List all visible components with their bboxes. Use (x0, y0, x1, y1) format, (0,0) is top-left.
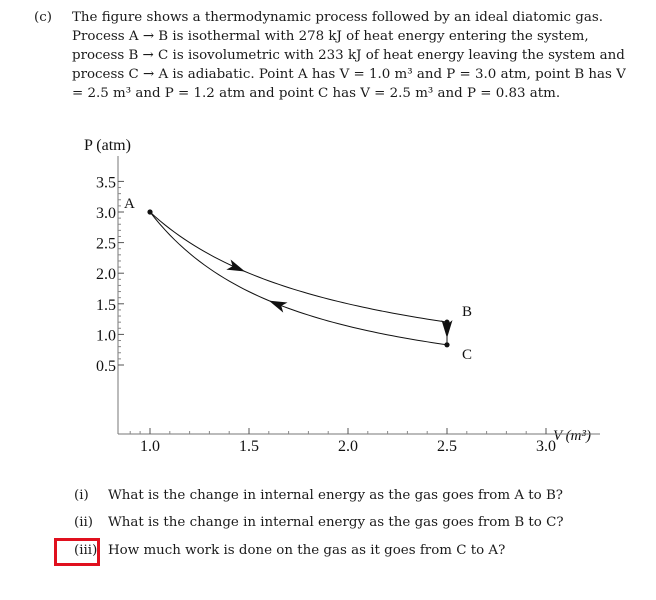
point-a (147, 209, 152, 214)
point-label-b: B (462, 304, 473, 321)
question-1-text: What is the change in internal energy as the gas goes from A to B? (108, 488, 563, 503)
question-3 (74, 541, 505, 560)
y-axis-label: P (atm) (84, 137, 131, 154)
x-tick-label: 1.5 (239, 438, 259, 455)
isothermal-curve-a-b (150, 212, 447, 322)
question-3-number: (iii) (74, 543, 98, 558)
point-label-a: A (124, 196, 135, 212)
point-b (444, 320, 449, 325)
x-axis-label: V (m³) (553, 428, 591, 444)
problem-label: (c) (34, 10, 52, 25)
question-2-text: What is the change in internal energy as the gas goes from B to C? (108, 515, 564, 530)
adiabatic-curve-c-a (150, 212, 447, 345)
question-3-highlight-box (54, 538, 100, 566)
x-tick-label: 1.0 (140, 438, 160, 455)
x-tick-label: 3.0 (536, 438, 556, 455)
question-2 (74, 513, 564, 532)
y-tick-label: 3.5 (96, 174, 116, 192)
x-tick-label: 2.0 (338, 438, 358, 455)
question-2-number: (ii) (74, 515, 94, 530)
question-1-number: (i) (74, 488, 89, 503)
y-tick-label: 1.5 (96, 296, 116, 314)
point-label-c: C (462, 346, 473, 363)
question-3-text: How much work is done on the gas as it goes from C to A? (108, 543, 506, 558)
y-tick-label: 2.0 (96, 266, 116, 284)
problem-text: The figure shows a thermodynamic process followed by an ideal diatomic gas. Process A → B is isothermal with 278 kJ of heat energy entering the system, process B → C is isovolumetric with 233 kJ of heat energy leaving the system and process C → A is adiabatic. Point A has V = 1.0 m³ and P = 3.0 atm, point B has V = 2.5 m³ and P = 1.2 atm and point C has V = 2.5 m³ and P = 0.83 atm. (72, 10, 626, 101)
arrow-a-to-b (226, 259, 245, 271)
y-tick-label: 2.5 (96, 235, 116, 253)
point-c (444, 342, 449, 347)
y-tick-label: 1.0 (96, 327, 116, 345)
y-tick-label: 3.0 (96, 205, 116, 222)
question-1 (74, 486, 563, 505)
y-tick-label: 0.5 (96, 358, 116, 375)
x-tick-label: 2.5 (437, 438, 457, 455)
